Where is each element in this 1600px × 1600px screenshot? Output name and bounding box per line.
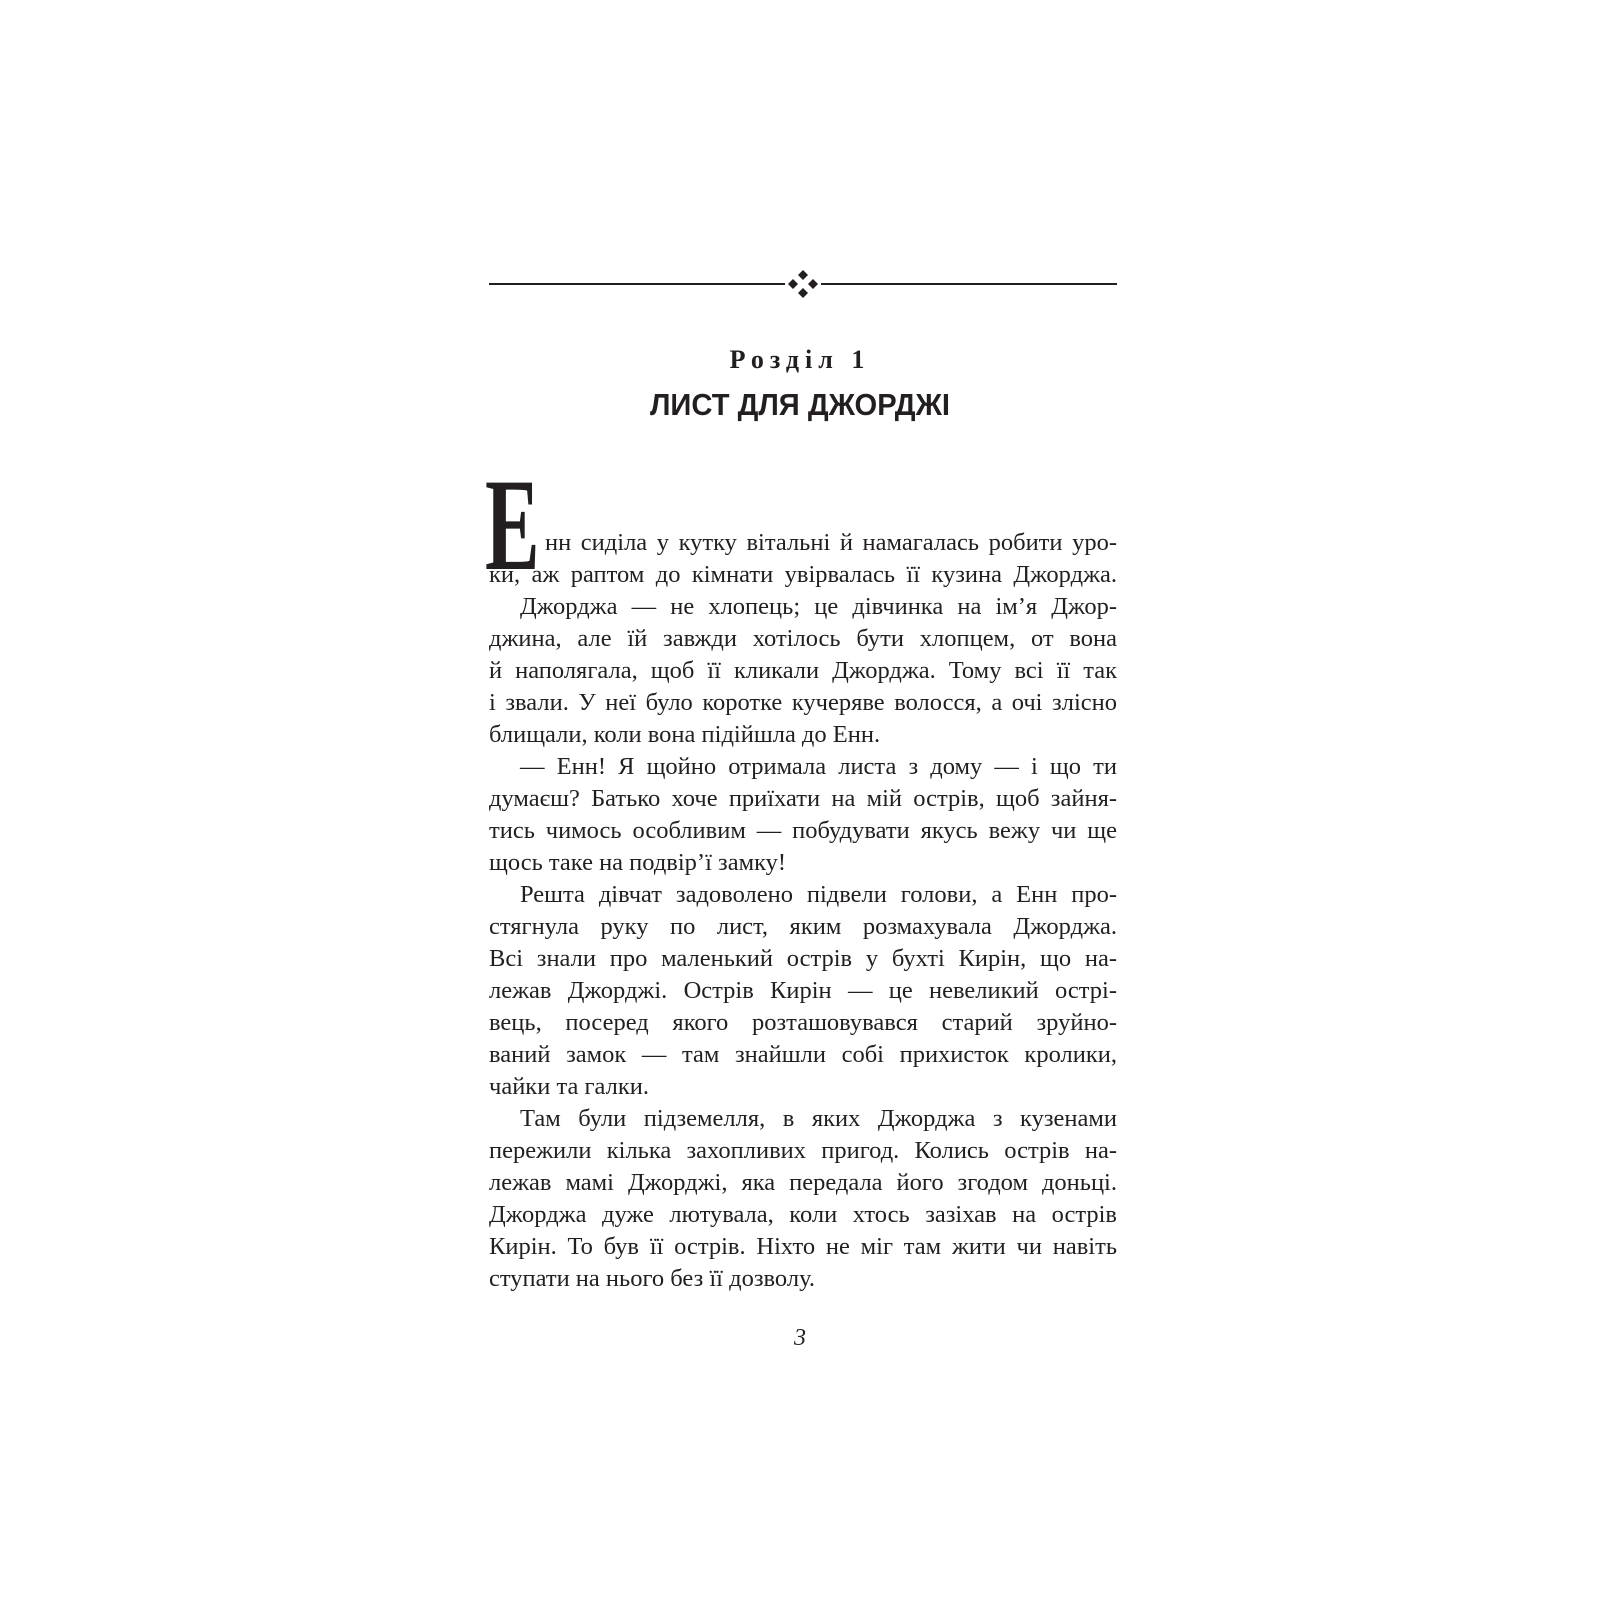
text-line: ступати на нього без її дозволу. xyxy=(489,1265,815,1292)
text-line: — Енн! Я щойно отримала листа з дому — і що ти xyxy=(520,753,1117,780)
text-line: джина, але їй завжди хотілось бути хлопцем, от вона xyxy=(489,625,1117,652)
text-line: стягнула руку по лист, яким розмахувала Джорджа. xyxy=(489,913,1117,940)
text-line: лежав Джорджі. Острів Кирін — це невеликий острі- xyxy=(489,977,1117,1004)
text-line: Джорджа дуже лютувала, коли хтось зазіхав на острів xyxy=(489,1201,1117,1228)
text-line: ки, аж раптом до кімнати увірвалась її кузина Джорджа. xyxy=(489,561,1117,588)
diamond-ornament-icon xyxy=(786,268,820,300)
text-line: Там були підземелля, в яких Джорджа з кузенами xyxy=(520,1105,1117,1132)
text-line: й наполягала, щоб її кликали Джорджа. Тому всі її так xyxy=(489,657,1117,684)
divider-line-left xyxy=(489,283,785,285)
text-line: Решта дівчат задоволено підвели голови, а Енн про- xyxy=(520,881,1117,908)
text-line: Кирін. То був її острів. Ніхто не міг там жити чи навіть xyxy=(489,1233,1117,1260)
text-line: Джорджа — не хлопець; це дівчинка на ім’я Джор- xyxy=(520,593,1117,620)
text-line: пережили кілька захопливих пригод. Колись острів на- xyxy=(489,1137,1117,1164)
text-line: лежав мамі Джорджі, яка передала його згодом доньці. xyxy=(489,1169,1117,1196)
drop-cap: Е xyxy=(485,451,540,598)
text-line: ваний замок — там знайшли собі прихисток кролики, xyxy=(489,1041,1117,1068)
divider-line-right xyxy=(821,283,1117,285)
body-text xyxy=(485,451,1117,1310)
text-line: і звали. У неї було коротке кучеряве волосся, а очі злісно xyxy=(489,689,1117,716)
text-line: Всі знали про маленький острів у бухті Кирін, що на- xyxy=(489,945,1117,972)
text-line: щось таке на подвір’ї замку! xyxy=(489,849,787,876)
chapter-label: Розділ 1 xyxy=(729,345,871,374)
page-number: 3 xyxy=(794,1325,806,1351)
text-line: блищали, коли вона підійшла до Енн. xyxy=(489,721,881,748)
ornament-divider xyxy=(489,268,1117,300)
text-line: думаєш? Батько хоче приїхати на мій острів, щоб зайня- xyxy=(489,785,1117,812)
chapter-title: ЛИСТ ДЛЯ ДЖОРДЖІ xyxy=(649,387,951,422)
text-line: вець, посеред якого розташовувався старий зруйно- xyxy=(489,1009,1117,1036)
text-line: тись чимось особливим — побудувати якусь вежу чи ще xyxy=(489,817,1117,844)
text-line: нн сиділа у кутку вітальні й намагалась робити уро- xyxy=(545,529,1117,556)
text-line: чайки та галки. xyxy=(489,1073,649,1100)
